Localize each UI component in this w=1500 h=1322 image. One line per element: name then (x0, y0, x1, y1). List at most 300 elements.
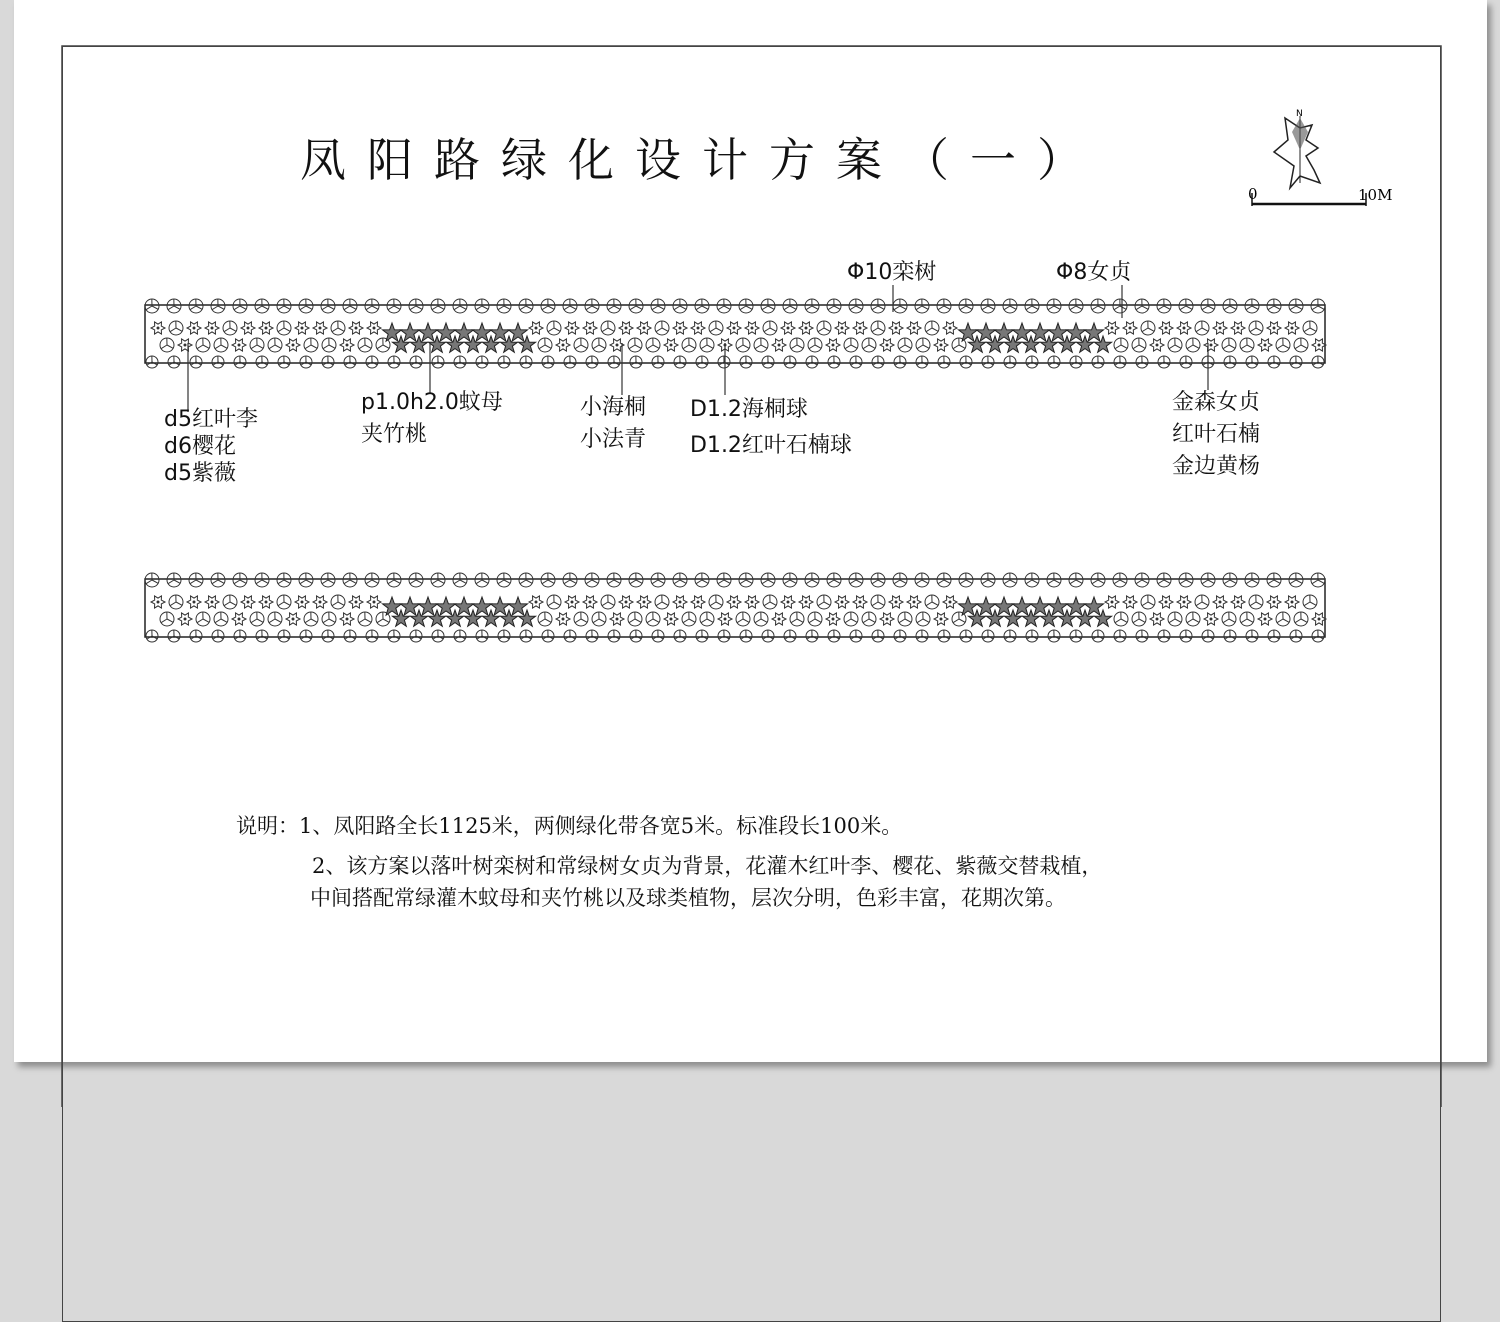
tree-symbol (268, 338, 282, 352)
tree-symbol (223, 595, 237, 609)
tree-symbol (1003, 573, 1017, 587)
tree-symbol (432, 630, 444, 642)
shrub-symbol (664, 339, 678, 351)
tree-symbol (709, 321, 723, 335)
tree-symbol (167, 573, 181, 587)
evergreen-shrub-symbol (455, 597, 474, 615)
tree-symbol (255, 573, 269, 587)
shrub-symbol (637, 596, 651, 608)
tree-symbol (916, 356, 928, 368)
tree-symbol (736, 612, 750, 626)
shrub-symbol (1312, 613, 1326, 625)
tree-symbol (1312, 630, 1324, 642)
tree-symbol (277, 299, 291, 313)
tree-symbol (256, 630, 268, 642)
shrub-symbol (556, 339, 570, 351)
evergreen-shrub-symbol (473, 323, 492, 341)
scale-end: 10M (1358, 186, 1392, 204)
tree-symbol (564, 630, 576, 642)
tree-symbol (1003, 299, 1017, 313)
tree-symbol (387, 299, 401, 313)
shrub-symbol (727, 596, 741, 608)
shrub-symbol (583, 596, 597, 608)
tree-symbol (790, 612, 804, 626)
note-line-3: 中间搭配常绿灌木蚊母和夹竹桃以及球类植物，层次分明，色彩丰富，花期次第。 (310, 882, 1066, 912)
shrub-symbol (799, 596, 813, 608)
tree-symbol (233, 299, 247, 313)
tree-symbol (1311, 299, 1325, 313)
scale-bar (1248, 185, 1392, 206)
tree-symbol (498, 630, 510, 642)
tree-symbol (915, 573, 929, 587)
shrub-symbol (745, 596, 759, 608)
label-group-shrub-small (580, 392, 646, 456)
tree-symbol (1136, 630, 1148, 642)
tree-symbol (762, 356, 774, 368)
tree-symbol (806, 356, 818, 368)
tree-symbol (365, 299, 379, 313)
tree-symbol (1069, 299, 1083, 313)
tree-symbol (497, 573, 511, 587)
tree-symbol (1294, 338, 1308, 352)
tree-symbol (563, 299, 577, 313)
tree-symbol (223, 321, 237, 335)
label-jinbianhuangyang: 金边黄杨 (1172, 451, 1260, 483)
tree-symbol (169, 595, 183, 609)
shrub-symbol (1213, 596, 1227, 608)
tree-symbol (1132, 338, 1146, 352)
shrub-symbol (565, 596, 579, 608)
shrub-symbol (1150, 339, 1164, 351)
shrub-symbol (1123, 322, 1137, 334)
tree-symbol (1168, 612, 1182, 626)
tree-symbol (898, 612, 912, 626)
shrub-symbol (313, 596, 327, 608)
tree-symbol (1224, 630, 1236, 642)
tree-symbol (763, 595, 777, 609)
tree-symbol (790, 338, 804, 352)
tree-symbol (1025, 573, 1039, 587)
drawing-title: 凤阳路绿化设计方案（一） (300, 124, 1104, 190)
tree-symbol (1141, 321, 1155, 335)
tree-symbol (1047, 573, 1061, 587)
evergreen-shrub-symbol (1085, 597, 1104, 615)
tree-symbol (160, 612, 174, 626)
tree-symbol (630, 630, 642, 642)
tree-symbol (850, 630, 862, 642)
tree-symbol (862, 612, 876, 626)
tree-symbol (476, 356, 488, 368)
label-luanshu: Φ10栾树 (847, 257, 936, 289)
tree-symbol (410, 630, 422, 642)
evergreen-shrub-symbol (1013, 597, 1032, 615)
shrub-symbol (565, 322, 579, 334)
tree-symbol (763, 321, 777, 335)
tree-symbol (1186, 612, 1200, 626)
tree-symbol (695, 573, 709, 587)
tree-symbol (709, 595, 723, 609)
tree-symbol (817, 595, 831, 609)
tree-symbol (1113, 573, 1127, 587)
tree-symbol (1179, 299, 1193, 313)
shrub-symbol (187, 596, 201, 608)
tree-symbol (1222, 612, 1236, 626)
label-group-balls (690, 392, 852, 464)
tree-symbol (211, 299, 225, 313)
shrub-symbol (826, 613, 840, 625)
tree-symbol (1195, 321, 1209, 335)
tree-symbol (1294, 612, 1308, 626)
tree-symbol (498, 356, 510, 368)
tree-symbol (696, 630, 708, 642)
shrub-symbol (664, 613, 678, 625)
tree-symbol (898, 338, 912, 352)
tree-symbol (388, 630, 400, 642)
tree-symbol (740, 630, 752, 642)
tree-symbol (300, 356, 312, 368)
tree-symbol (828, 630, 840, 642)
planting-strip-1 (145, 305, 1325, 363)
tree-symbol (541, 573, 555, 587)
tree-symbol (717, 573, 731, 587)
tree-symbol (300, 630, 312, 642)
tree-symbol (585, 573, 599, 587)
label-xiaohaitong: 小海桐 (580, 392, 646, 424)
tree-symbol (1290, 630, 1302, 642)
tree-symbol (608, 630, 620, 642)
shrub-symbol (880, 339, 894, 351)
tree-symbol (601, 595, 615, 609)
tree-symbol (234, 630, 246, 642)
tree-symbol (212, 630, 224, 642)
tree-symbol (959, 573, 973, 587)
tree-symbol (674, 630, 686, 642)
tree-symbol (250, 612, 264, 626)
shrub-symbol (178, 339, 192, 351)
label-group-shrub-mid (361, 387, 503, 451)
tree-symbol (431, 573, 445, 587)
tree-symbol (1267, 299, 1281, 313)
tree-symbol (1303, 595, 1317, 609)
evergreen-shrub-symbol (437, 323, 456, 341)
shrub-symbol (691, 322, 705, 334)
label-wenmu: p1.0h2.0蚊母 (361, 387, 503, 419)
tree-symbol (1158, 356, 1170, 368)
tree-symbol (1048, 630, 1060, 642)
tree-symbol (542, 630, 554, 642)
evergreen-shrub-symbol (1049, 597, 1068, 615)
tree-symbol (331, 595, 345, 609)
tree-symbol (278, 630, 290, 642)
tree-symbol (871, 595, 885, 609)
tree-symbol (586, 630, 598, 642)
tree-symbol (959, 299, 973, 313)
tree-symbol (592, 338, 606, 352)
shrub-symbol (637, 322, 651, 334)
evergreen-shrub-symbol (419, 323, 438, 341)
tree-symbol (652, 630, 664, 642)
tree-symbol (344, 356, 356, 368)
tree-symbol (574, 612, 588, 626)
tree-symbol (1026, 630, 1038, 642)
tree-symbol (1276, 612, 1290, 626)
evergreen-shrub-symbol (1085, 323, 1104, 341)
tree-symbol (321, 299, 335, 313)
shrub-symbol (1204, 339, 1218, 351)
tree-symbol (736, 338, 750, 352)
shrub-symbol (529, 322, 543, 334)
tree-symbol (651, 299, 665, 313)
label-hongyeshinan: 红叶石楠 (1172, 419, 1260, 451)
tree-symbol (981, 573, 995, 587)
evergreen-shrub-symbol (995, 597, 1014, 615)
tree-symbol (358, 612, 372, 626)
tree-symbol (1070, 630, 1082, 642)
tree-symbol (1245, 573, 1259, 587)
shrub-symbol (889, 596, 903, 608)
tree-symbol (718, 630, 730, 642)
label-haitongqiu: D1.2海桐球 (690, 392, 852, 428)
tree-symbol (1179, 573, 1193, 587)
scale-start: 0 (1248, 185, 1258, 203)
tree-symbol (1249, 321, 1263, 335)
tree-symbol (1195, 595, 1209, 609)
tree-symbol (1132, 612, 1146, 626)
shrub-symbol (313, 322, 327, 334)
tree-symbol (299, 299, 313, 313)
tree-symbol (1113, 299, 1127, 313)
tree-symbol (915, 299, 929, 313)
shrub-symbol (1267, 322, 1281, 334)
shrub-symbol (1204, 613, 1218, 625)
tree-symbol (1048, 356, 1060, 368)
tree-symbol (520, 630, 532, 642)
tree-symbol (925, 321, 939, 335)
tree-symbol (1201, 573, 1215, 587)
shrub-symbol (1312, 339, 1326, 351)
tree-symbol (925, 595, 939, 609)
tree-symbol (304, 338, 318, 352)
tree-symbol (212, 356, 224, 368)
tree-symbol (454, 630, 466, 642)
tree-symbol (1004, 356, 1016, 368)
shrub-symbol (295, 596, 309, 608)
tree-symbol (321, 573, 335, 587)
tree-symbol (574, 338, 588, 352)
tree-symbol (1168, 338, 1182, 352)
shrub-symbol (745, 322, 759, 334)
tree-symbol (1114, 630, 1126, 642)
shrub-symbol (880, 613, 894, 625)
tree-symbol (1290, 356, 1302, 368)
shrub-symbol (781, 596, 795, 608)
tree-symbol (1158, 630, 1170, 642)
tree-symbol (519, 573, 533, 587)
tree-symbol (805, 573, 819, 587)
tree-symbol (189, 573, 203, 587)
label-group-shrub-right (1172, 387, 1260, 483)
shrub-symbol (241, 596, 255, 608)
tree-symbol (1135, 299, 1149, 313)
shrub-symbol (1231, 596, 1245, 608)
tree-symbol (850, 356, 862, 368)
tree-symbol (519, 299, 533, 313)
tree-symbol (431, 299, 445, 313)
tree-symbol (1201, 299, 1215, 313)
tree-symbol (1224, 356, 1236, 368)
shrub-symbol (205, 596, 219, 608)
shrub-symbol (259, 322, 273, 334)
shrub-symbol (241, 322, 255, 334)
tree-symbol (538, 612, 552, 626)
tree-symbol (547, 321, 561, 335)
tree-symbol (673, 573, 687, 587)
tree-symbol (454, 356, 466, 368)
tree-symbol (828, 356, 840, 368)
tree-symbol (167, 299, 181, 313)
tree-symbol (1069, 573, 1083, 587)
tree-symbol (1202, 630, 1214, 642)
label-shinanqiu: D1.2红叶石楠球 (690, 428, 852, 464)
tree-symbol (1092, 356, 1104, 368)
tree-symbol (387, 573, 401, 587)
shrub-symbol (673, 322, 687, 334)
tree-symbol (629, 299, 643, 313)
tree-symbol (214, 338, 228, 352)
tree-symbol (1180, 356, 1192, 368)
tree-symbol (1245, 299, 1259, 313)
tree-symbol (268, 612, 282, 626)
tree-symbol (700, 338, 714, 352)
evergreen-shrub-symbol (419, 597, 438, 615)
tree-symbol (366, 356, 378, 368)
evergreen-shrub-symbol (1049, 323, 1068, 341)
tree-symbol (1240, 338, 1254, 352)
shrub-symbol (583, 322, 597, 334)
evergreen-shrub-symbol (977, 597, 996, 615)
tree-symbol (331, 321, 345, 335)
shrub-symbol (619, 322, 633, 334)
tree-symbol (1070, 356, 1082, 368)
tree-symbol (1268, 356, 1280, 368)
note-line-2: 2、该方案以落叶树栾树和常绿树女贞为背景，花灌木红叶李、樱花、紫薇交替栽植， (312, 850, 1102, 880)
shrub-symbol (178, 613, 192, 625)
evergreen-shrub-symbol (995, 323, 1014, 341)
shrub-symbol (340, 339, 354, 351)
shrub-symbol (610, 613, 624, 625)
tree-symbol (1091, 299, 1105, 313)
tree-symbol (1186, 338, 1200, 352)
tree-symbol (739, 573, 753, 587)
tree-symbol (893, 573, 907, 587)
evergreen-shrub-symbol (1031, 323, 1050, 341)
tree-symbol (234, 356, 246, 368)
tree-symbol (233, 573, 247, 587)
tree-symbol (761, 299, 775, 313)
tree-symbol (1180, 630, 1192, 642)
tree-symbol (1246, 630, 1258, 642)
tree-symbol (982, 630, 994, 642)
tree-symbol (1249, 595, 1263, 609)
tree-symbol (196, 338, 210, 352)
tree-symbol (844, 338, 858, 352)
shrub-symbol (934, 613, 948, 625)
shrub-symbol (151, 322, 165, 334)
tree-symbol (601, 321, 615, 335)
tree-symbol (592, 612, 606, 626)
tree-symbol (1276, 338, 1290, 352)
tree-symbol (646, 612, 660, 626)
shrub-symbol (295, 322, 309, 334)
tree-symbol (277, 573, 291, 587)
label-nuzhen: Φ8女贞 (1056, 257, 1131, 289)
evergreen-shrub-symbol (401, 597, 420, 615)
shrub-symbol (187, 322, 201, 334)
tree-symbol (651, 573, 665, 587)
tree-symbol (1136, 356, 1148, 368)
tree-symbol (547, 595, 561, 609)
tree-symbol (695, 299, 709, 313)
tree-symbol (754, 338, 768, 352)
tree-symbol (1092, 630, 1104, 642)
shrub-symbol (1231, 322, 1245, 334)
tree-symbol (960, 630, 972, 642)
shrub-symbol (556, 613, 570, 625)
tree-symbol (718, 356, 730, 368)
shrub-symbol (943, 322, 957, 334)
tree-symbol (497, 299, 511, 313)
shrub-symbol (835, 322, 849, 334)
tree-symbol (783, 299, 797, 313)
tree-symbol (146, 356, 158, 368)
tree-symbol (1223, 573, 1237, 587)
tree-symbol (564, 356, 576, 368)
tree-symbol (1267, 573, 1281, 587)
tree-symbol (937, 299, 951, 313)
tree-symbol (277, 321, 291, 335)
tree-symbol (673, 299, 687, 313)
shrub-symbol (772, 613, 786, 625)
tree-symbol (981, 299, 995, 313)
tree-symbol (358, 338, 372, 352)
tree-symbol (453, 299, 467, 313)
tree-symbol (700, 612, 714, 626)
evergreen-shrub-symbol (491, 597, 510, 615)
evergreen-shrub-symbol (401, 323, 420, 341)
tree-symbol (1025, 299, 1039, 313)
tree-symbol (872, 356, 884, 368)
tree-symbol (1157, 299, 1171, 313)
shrub-symbol (835, 596, 849, 608)
tree-symbol (817, 321, 831, 335)
tree-symbol (844, 612, 858, 626)
shrub-symbol (367, 596, 381, 608)
shrub-symbol (1267, 596, 1281, 608)
tree-symbol (475, 573, 489, 587)
tree-symbol (366, 630, 378, 642)
tree-symbol (388, 356, 400, 368)
evergreen-shrub-symbol (977, 323, 996, 341)
tree-symbol (1114, 612, 1128, 626)
tree-symbol (784, 630, 796, 642)
shrub-symbol (691, 596, 705, 608)
tree-symbol (784, 356, 796, 368)
tree-symbol (754, 612, 768, 626)
tree-symbol (538, 338, 552, 352)
shrub-symbol (1177, 322, 1191, 334)
tree-symbol (827, 573, 841, 587)
tree-symbol (585, 299, 599, 313)
